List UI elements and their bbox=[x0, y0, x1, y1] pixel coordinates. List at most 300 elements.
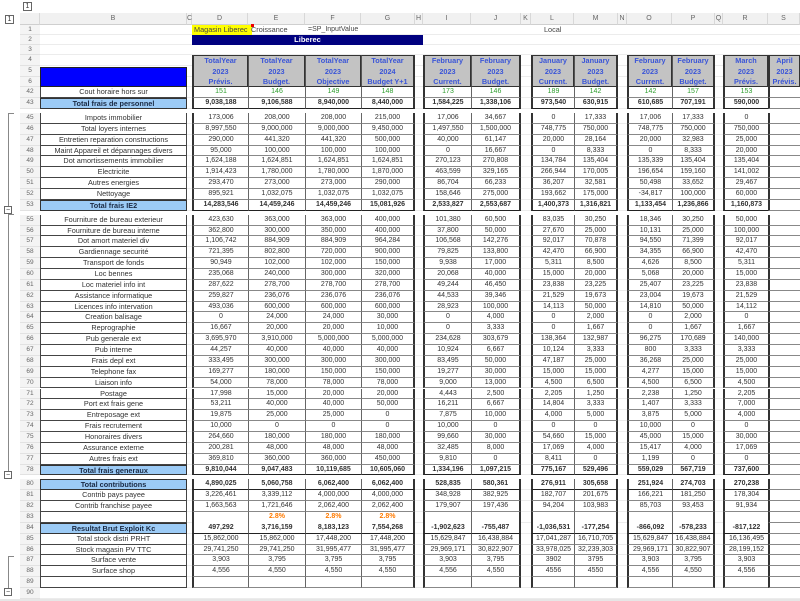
cell-f57[interactable]: 884,909 bbox=[305, 236, 361, 247]
cell-l48[interactable]: 0 bbox=[531, 146, 574, 157]
cell-f68[interactable]: 300,000 bbox=[305, 356, 361, 367]
cell-l81[interactable]: 182,707 bbox=[531, 490, 574, 501]
row-number[interactable]: 84 bbox=[20, 523, 40, 534]
cell-o49[interactable]: 135,339 bbox=[627, 156, 672, 167]
cell-i72[interactable]: 16,211 bbox=[423, 399, 471, 410]
cell-o81[interactable]: 166,221 bbox=[627, 490, 672, 501]
cell-i49[interactable]: 270,123 bbox=[423, 156, 471, 167]
cell-l69[interactable]: 15,000 bbox=[531, 367, 574, 378]
cell-p48[interactable]: 8,333 bbox=[672, 146, 715, 157]
cell-o74[interactable]: 10,000 bbox=[627, 421, 672, 432]
cell-m72[interactable]: 3,333 bbox=[574, 399, 618, 410]
cell-p74[interactable]: 0 bbox=[672, 421, 715, 432]
cell-o76[interactable]: 15,417 bbox=[627, 443, 672, 454]
cell-p58[interactable]: 66,900 bbox=[672, 247, 715, 258]
cell-i51[interactable]: 86,704 bbox=[423, 178, 471, 189]
cell-g61[interactable]: 278,700 bbox=[361, 280, 415, 291]
cell-i53[interactable]: 2,533,827 bbox=[423, 200, 471, 211]
cell-s50[interactable] bbox=[768, 167, 800, 178]
cell-p52[interactable]: 100,000 bbox=[672, 189, 715, 200]
cell-m42[interactable]: 142 bbox=[574, 87, 618, 98]
cell-g66[interactable]: 5,000,000 bbox=[361, 334, 415, 345]
cell-e47[interactable]: 441,320 bbox=[248, 135, 305, 146]
cell-l75[interactable]: 54,660 bbox=[531, 432, 574, 443]
cell-p62[interactable]: 19,673 bbox=[672, 291, 715, 302]
cell-i77[interactable]: 9,810 bbox=[423, 454, 471, 465]
cell-r89[interactable] bbox=[723, 577, 768, 588]
cell-o64[interactable]: 0 bbox=[627, 312, 672, 323]
collapse-group-button[interactable]: − bbox=[5, 472, 11, 479]
cell-g87[interactable]: 3,795 bbox=[361, 555, 415, 566]
cell-l58[interactable]: 42,470 bbox=[531, 247, 574, 258]
cell-s76[interactable] bbox=[768, 443, 800, 454]
cell-i65[interactable]: 0 bbox=[423, 323, 471, 334]
cell-g58[interactable]: 900,000 bbox=[361, 247, 415, 258]
cell-f45[interactable]: 208,000 bbox=[305, 113, 361, 124]
cell-j42[interactable]: 146 bbox=[471, 87, 521, 98]
cell-e86[interactable]: 29,741,250 bbox=[248, 545, 305, 556]
row-number[interactable]: 69 bbox=[20, 367, 40, 378]
cell-j85[interactable]: 16,438,884 bbox=[471, 534, 521, 545]
cell-p66[interactable]: 170,689 bbox=[672, 334, 715, 345]
row-number[interactable]: 61 bbox=[20, 280, 40, 291]
cell-l80[interactable]: 276,911 bbox=[531, 479, 574, 490]
cell-i62[interactable]: 44,533 bbox=[423, 291, 471, 302]
cell-l43[interactable]: 973,540 bbox=[531, 98, 574, 109]
cell-j58[interactable]: 133,800 bbox=[471, 247, 521, 258]
cell-f76[interactable]: 48,000 bbox=[305, 443, 361, 454]
cell-m75[interactable]: 15,000 bbox=[574, 432, 618, 443]
cell-d76[interactable]: 200,281 bbox=[192, 443, 248, 454]
row-number[interactable]: 5 bbox=[20, 66, 40, 77]
row-number[interactable]: 70 bbox=[20, 378, 40, 389]
cell-j53[interactable]: 2,553,687 bbox=[471, 200, 521, 211]
cell-m63[interactable]: 50,000 bbox=[574, 302, 618, 313]
cell-f89[interactable] bbox=[305, 577, 361, 588]
cell-d50[interactable]: 1,914,423 bbox=[192, 167, 248, 178]
cell-o59[interactable]: 4,626 bbox=[627, 258, 672, 269]
cell-g67[interactable]: 40,000 bbox=[361, 345, 415, 356]
cell-j82[interactable]: 197,436 bbox=[471, 501, 521, 512]
cell-d77[interactable]: 369,810 bbox=[192, 454, 248, 465]
cell-e62[interactable]: 236,076 bbox=[248, 291, 305, 302]
cell-i83[interactable] bbox=[423, 512, 471, 523]
cell-j57[interactable]: 142,276 bbox=[471, 236, 521, 247]
cell-m64[interactable]: 2,000 bbox=[574, 312, 618, 323]
cell-i71[interactable]: 4,443 bbox=[423, 389, 471, 400]
cell-s48[interactable] bbox=[768, 146, 800, 157]
cell-s86[interactable] bbox=[768, 545, 800, 556]
cell-g43[interactable]: 8,440,000 bbox=[361, 98, 415, 109]
cell-g88[interactable]: 4,550 bbox=[361, 566, 415, 577]
cell-s58[interactable] bbox=[768, 247, 800, 258]
cell-d46[interactable]: 8,997,550 bbox=[192, 124, 248, 135]
row-number[interactable]: 47 bbox=[20, 135, 40, 146]
cell-o52[interactable]: -34,817 bbox=[627, 189, 672, 200]
cell-j56[interactable]: 50,000 bbox=[471, 226, 521, 237]
cell-m61[interactable]: 23,225 bbox=[574, 280, 618, 291]
cell-e84[interactable]: 3,716,159 bbox=[248, 523, 305, 534]
cell-r51[interactable]: 29,467 bbox=[723, 178, 768, 189]
select-all-corner[interactable] bbox=[20, 13, 40, 25]
cell-f49[interactable]: 1,624,851 bbox=[305, 156, 361, 167]
cell-d65[interactable]: 16,667 bbox=[192, 323, 248, 334]
row-number[interactable]: 58 bbox=[20, 247, 40, 258]
cell-g48[interactable]: 100,000 bbox=[361, 146, 415, 157]
cell-g83[interactable]: 2.8% bbox=[361, 512, 415, 523]
cell-s47[interactable] bbox=[768, 135, 800, 146]
cell-s83[interactable] bbox=[768, 512, 800, 523]
cell-i68[interactable]: 83,495 bbox=[423, 356, 471, 367]
cell-j84[interactable]: -755,487 bbox=[471, 523, 521, 534]
cell-p56[interactable]: 25,000 bbox=[672, 226, 715, 237]
cell-s59[interactable] bbox=[768, 258, 800, 269]
cell-l51[interactable]: 36,207 bbox=[531, 178, 574, 189]
cell-r76[interactable]: 17,069 bbox=[723, 443, 768, 454]
cell-i73[interactable]: 7,875 bbox=[423, 410, 471, 421]
cell-o84[interactable]: -866,092 bbox=[627, 523, 672, 534]
cell-g42[interactable]: 148 bbox=[361, 87, 415, 98]
column-header-h[interactable]: H bbox=[415, 13, 423, 25]
cell-s42[interactable] bbox=[768, 87, 800, 98]
cell-o53[interactable]: 1,133,454 bbox=[627, 200, 672, 211]
cell-j63[interactable]: 100,000 bbox=[471, 302, 521, 313]
cell-o83[interactable] bbox=[627, 512, 672, 523]
cell-j65[interactable]: 3,333 bbox=[471, 323, 521, 334]
cell-p50[interactable]: 159,160 bbox=[672, 167, 715, 178]
cell-o67[interactable]: 800 bbox=[627, 345, 672, 356]
cell-m60[interactable]: 20,000 bbox=[574, 269, 618, 280]
cell-g62[interactable]: 236,076 bbox=[361, 291, 415, 302]
cell-j62[interactable]: 39,346 bbox=[471, 291, 521, 302]
cell-p45[interactable]: 17,333 bbox=[672, 113, 715, 124]
cell-j59[interactable]: 17,000 bbox=[471, 258, 521, 269]
cell-e76[interactable]: 48,000 bbox=[248, 443, 305, 454]
cell-s75[interactable] bbox=[768, 432, 800, 443]
row-number[interactable]: 53 bbox=[20, 200, 40, 211]
cell-j76[interactable]: 8,000 bbox=[471, 443, 521, 454]
cell-f47[interactable]: 441,320 bbox=[305, 135, 361, 146]
cell-g70[interactable]: 78,000 bbox=[361, 378, 415, 389]
cell-e71[interactable]: 15,000 bbox=[248, 389, 305, 400]
cell-j72[interactable]: 6,667 bbox=[471, 399, 521, 410]
cell-p80[interactable]: 274,703 bbox=[672, 479, 715, 490]
cell-j73[interactable]: 10,000 bbox=[471, 410, 521, 421]
cell-j78[interactable]: 1,097,215 bbox=[471, 465, 521, 476]
cell-d48[interactable]: 95,000 bbox=[192, 146, 248, 157]
cell-p65[interactable]: 1,667 bbox=[672, 323, 715, 334]
cell-m86[interactable]: 32,239,303 bbox=[574, 545, 618, 556]
column-header-b[interactable]: B bbox=[40, 13, 187, 25]
cell-s45[interactable] bbox=[768, 113, 800, 124]
cell-p83[interactable] bbox=[672, 512, 715, 523]
row-number[interactable]: 1 bbox=[20, 25, 40, 35]
cell-s66[interactable] bbox=[768, 334, 800, 345]
cell-r60[interactable]: 15,000 bbox=[723, 269, 768, 280]
cell-s85[interactable] bbox=[768, 534, 800, 545]
cell-j77[interactable]: 0 bbox=[471, 454, 521, 465]
cell-d42[interactable]: 151 bbox=[192, 87, 248, 98]
cell-r73[interactable]: 4,000 bbox=[723, 410, 768, 421]
cell-i82[interactable]: 179,907 bbox=[423, 501, 471, 512]
cell-s89[interactable] bbox=[768, 577, 800, 588]
cell-m47[interactable]: 28,164 bbox=[574, 135, 618, 146]
cell-l74[interactable]: 0 bbox=[531, 421, 574, 432]
row-number[interactable]: 71 bbox=[20, 389, 40, 400]
cell-s56[interactable] bbox=[768, 226, 800, 237]
cell-e67[interactable]: 40,000 bbox=[248, 345, 305, 356]
row-number[interactable]: 52 bbox=[20, 189, 40, 200]
row-number[interactable]: 75 bbox=[20, 432, 40, 443]
cell-o72[interactable]: 1,407 bbox=[627, 399, 672, 410]
cell-e70[interactable]: 78,000 bbox=[248, 378, 305, 389]
cell-f60[interactable]: 300,000 bbox=[305, 269, 361, 280]
cell-e58[interactable]: 802,800 bbox=[248, 247, 305, 258]
cell-p85[interactable]: 16,438,884 bbox=[672, 534, 715, 545]
cell-o71[interactable]: 2,238 bbox=[627, 389, 672, 400]
cell-d53[interactable]: 14,283,546 bbox=[192, 200, 248, 211]
cell-s81[interactable] bbox=[768, 490, 800, 501]
cell-p70[interactable]: 6,500 bbox=[672, 378, 715, 389]
cell-l78[interactable]: 775,167 bbox=[531, 465, 574, 476]
cell-j46[interactable]: 1,500,000 bbox=[471, 124, 521, 135]
cell-s77[interactable] bbox=[768, 454, 800, 465]
cell-p63[interactable]: 50,000 bbox=[672, 302, 715, 313]
cell-m77[interactable]: 0 bbox=[574, 454, 618, 465]
cell-m66[interactable]: 132,987 bbox=[574, 334, 618, 345]
cell-g82[interactable]: 2,062,400 bbox=[361, 501, 415, 512]
cell-r53[interactable]: 1,160,873 bbox=[723, 200, 768, 211]
cell-r57[interactable]: 92,017 bbox=[723, 236, 768, 247]
cell-m45[interactable]: 17,333 bbox=[574, 113, 618, 124]
cell-s43[interactable] bbox=[768, 98, 800, 109]
store-name-cell[interactable]: Magasin Liberec bbox=[192, 25, 252, 35]
cell-g49[interactable]: 1,624,851 bbox=[361, 156, 415, 167]
cell-o73[interactable]: 3,875 bbox=[627, 410, 672, 421]
cell-i56[interactable]: 37,800 bbox=[423, 226, 471, 237]
cell-f87[interactable]: 3,795 bbox=[305, 555, 361, 566]
cell-d45[interactable]: 173,006 bbox=[192, 113, 248, 124]
cell-p47[interactable]: 32,983 bbox=[672, 135, 715, 146]
cell-r72[interactable]: 7,000 bbox=[723, 399, 768, 410]
cell-j47[interactable]: 61,147 bbox=[471, 135, 521, 146]
cell-l87[interactable]: 3902 bbox=[531, 555, 574, 566]
row-number[interactable]: 6 bbox=[20, 77, 40, 88]
cell-g45[interactable]: 215,000 bbox=[361, 113, 415, 124]
cell-l57[interactable]: 92,017 bbox=[531, 236, 574, 247]
cell-l45[interactable]: 0 bbox=[531, 113, 574, 124]
cell-r75[interactable]: 30,000 bbox=[723, 432, 768, 443]
cell-r50[interactable]: 141,002 bbox=[723, 167, 768, 178]
cell-i63[interactable]: 28,923 bbox=[423, 302, 471, 313]
cell-f62[interactable]: 236,076 bbox=[305, 291, 361, 302]
cell-d75[interactable]: 264,660 bbox=[192, 432, 248, 443]
cell-f69[interactable]: 150,000 bbox=[305, 367, 361, 378]
cell-j68[interactable]: 50,000 bbox=[471, 356, 521, 367]
cell-g53[interactable]: 15,081,926 bbox=[361, 200, 415, 211]
cell-r59[interactable]: 5,311 bbox=[723, 258, 768, 269]
cell-e43[interactable]: 9,106,588 bbox=[248, 98, 305, 109]
cell-e75[interactable]: 180,000 bbox=[248, 432, 305, 443]
cell-p53[interactable]: 1,236,866 bbox=[672, 200, 715, 211]
row-number[interactable]: 73 bbox=[20, 410, 40, 421]
cell-p87[interactable]: 3,795 bbox=[672, 555, 715, 566]
cell-s65[interactable] bbox=[768, 323, 800, 334]
cell-f66[interactable]: 5,000,000 bbox=[305, 334, 361, 345]
cell-p55[interactable]: 30,250 bbox=[672, 215, 715, 226]
cell-l42[interactable]: 189 bbox=[531, 87, 574, 98]
cell-r58[interactable]: 42,470 bbox=[723, 247, 768, 258]
cell-m85[interactable]: 16,710,705 bbox=[574, 534, 618, 545]
cell-e55[interactable]: 363,000 bbox=[248, 215, 305, 226]
cell-s71[interactable] bbox=[768, 389, 800, 400]
cell-o61[interactable]: 25,407 bbox=[627, 280, 672, 291]
cell-m84[interactable]: -177,254 bbox=[574, 523, 618, 534]
cell-j51[interactable]: 66,233 bbox=[471, 178, 521, 189]
cell-j55[interactable]: 60,500 bbox=[471, 215, 521, 226]
column-header-g[interactable]: G bbox=[361, 13, 415, 25]
cell-m58[interactable]: 66,900 bbox=[574, 247, 618, 258]
column-header-l[interactable]: L bbox=[531, 13, 574, 25]
cell-s72[interactable] bbox=[768, 399, 800, 410]
cell-p86[interactable]: 30,822,907 bbox=[672, 545, 715, 556]
row-number[interactable]: 64 bbox=[20, 312, 40, 323]
cell-r43[interactable]: 590,000 bbox=[723, 98, 768, 109]
row-number[interactable]: 88 bbox=[20, 566, 40, 577]
cell-s63[interactable] bbox=[768, 302, 800, 313]
cell-l55[interactable]: 83,035 bbox=[531, 215, 574, 226]
cell-m82[interactable]: 103,983 bbox=[574, 501, 618, 512]
cell-g77[interactable]: 450,000 bbox=[361, 454, 415, 465]
cell-i48[interactable]: 0 bbox=[423, 146, 471, 157]
cell-j86[interactable]: 30,822,907 bbox=[471, 545, 521, 556]
row-number[interactable]: 67 bbox=[20, 345, 40, 356]
cell-r69[interactable]: 15,000 bbox=[723, 367, 768, 378]
cell-m43[interactable]: 630,915 bbox=[574, 98, 618, 109]
cell-g71[interactable]: 20,000 bbox=[361, 389, 415, 400]
cell-p84[interactable]: -578,233 bbox=[672, 523, 715, 534]
cell-j80[interactable]: 580,361 bbox=[471, 479, 521, 490]
cell-l88[interactable]: 4556 bbox=[531, 566, 574, 577]
cell-r85[interactable]: 16,136,495 bbox=[723, 534, 768, 545]
cell-g64[interactable]: 30,000 bbox=[361, 312, 415, 323]
cell-p43[interactable]: 707,191 bbox=[672, 98, 715, 109]
cell-o45[interactable]: 17,006 bbox=[627, 113, 672, 124]
formula-cell[interactable]: =SP_InputValue bbox=[308, 26, 359, 33]
cell-g72[interactable]: 50,000 bbox=[361, 399, 415, 410]
cell-d51[interactable]: 293,470 bbox=[192, 178, 248, 189]
cell-i64[interactable]: 0 bbox=[423, 312, 471, 323]
cell-m88[interactable]: 4550 bbox=[574, 566, 618, 577]
cell-d57[interactable]: 1,106,742 bbox=[192, 236, 248, 247]
cell-g46[interactable]: 9,450,000 bbox=[361, 124, 415, 135]
cell-s73[interactable] bbox=[768, 410, 800, 421]
row-number[interactable]: 59 bbox=[20, 258, 40, 269]
cell-f63[interactable]: 600,000 bbox=[305, 302, 361, 313]
cell-i69[interactable]: 19,277 bbox=[423, 367, 471, 378]
cell-e80[interactable]: 5,060,758 bbox=[248, 479, 305, 490]
cell-l89[interactable] bbox=[531, 577, 574, 588]
cell-i81[interactable]: 348,928 bbox=[423, 490, 471, 501]
row-number[interactable]: 68 bbox=[20, 356, 40, 367]
cell-j71[interactable]: 2,500 bbox=[471, 389, 521, 400]
cell-s55[interactable] bbox=[768, 215, 800, 226]
cell-p49[interactable]: 135,404 bbox=[672, 156, 715, 167]
cell-l50[interactable]: 266,944 bbox=[531, 167, 574, 178]
cell-g69[interactable]: 150,000 bbox=[361, 367, 415, 378]
cell-f80[interactable]: 6,062,400 bbox=[305, 479, 361, 490]
cell-e81[interactable]: 3,339,112 bbox=[248, 490, 305, 501]
cell-m49[interactable]: 135,404 bbox=[574, 156, 618, 167]
cell-o87[interactable]: 3,903 bbox=[627, 555, 672, 566]
cell-p75[interactable]: 15,000 bbox=[672, 432, 715, 443]
cell-j88[interactable]: 4,550 bbox=[471, 566, 521, 577]
cell-f43[interactable]: 8,940,000 bbox=[305, 98, 361, 109]
cell-r55[interactable]: 50,000 bbox=[723, 215, 768, 226]
cell-e51[interactable]: 273,000 bbox=[248, 178, 305, 189]
row-number[interactable]: 43 bbox=[20, 98, 40, 109]
cell-f64[interactable]: 24,000 bbox=[305, 312, 361, 323]
cell-s82[interactable] bbox=[768, 501, 800, 512]
cell-p57[interactable]: 71,399 bbox=[672, 236, 715, 247]
cell-i60[interactable]: 20,068 bbox=[423, 269, 471, 280]
cell-p68[interactable]: 25,000 bbox=[672, 356, 715, 367]
cell-i46[interactable]: 1,497,550 bbox=[423, 124, 471, 135]
cell-o62[interactable]: 23,004 bbox=[627, 291, 672, 302]
cell-s60[interactable] bbox=[768, 269, 800, 280]
cell-d60[interactable]: 235,068 bbox=[192, 269, 248, 280]
cell-p46[interactable]: 750,000 bbox=[672, 124, 715, 135]
cell-d52[interactable]: 895,921 bbox=[192, 189, 248, 200]
cell-l46[interactable]: 748,775 bbox=[531, 124, 574, 135]
cell-e48[interactable]: 100,000 bbox=[248, 146, 305, 157]
cell-d85[interactable]: 15,862,000 bbox=[192, 534, 248, 545]
cell-p81[interactable]: 181,250 bbox=[672, 490, 715, 501]
cell-j75[interactable]: 30,000 bbox=[471, 432, 521, 443]
cell-l60[interactable]: 15,000 bbox=[531, 269, 574, 280]
cell-j69[interactable]: 30,000 bbox=[471, 367, 521, 378]
cell-d61[interactable]: 287,622 bbox=[192, 280, 248, 291]
cell-e74[interactable]: 0 bbox=[248, 421, 305, 432]
cell-l86[interactable]: 33,978,025 bbox=[531, 545, 574, 556]
cell-r86[interactable]: 28,199,152 bbox=[723, 545, 768, 556]
cell-l62[interactable]: 21,529 bbox=[531, 291, 574, 302]
cell-r61[interactable]: 23,838 bbox=[723, 280, 768, 291]
cell-r46[interactable]: 750,000 bbox=[723, 124, 768, 135]
row-number[interactable]: 66 bbox=[20, 334, 40, 345]
column-header-e[interactable]: E bbox=[248, 13, 305, 25]
cell-f85[interactable]: 17,448,200 bbox=[305, 534, 361, 545]
cell-m70[interactable]: 6,500 bbox=[574, 378, 618, 389]
cell-i70[interactable]: 9,000 bbox=[423, 378, 471, 389]
cell-p89[interactable] bbox=[672, 577, 715, 588]
cell-d69[interactable]: 169,277 bbox=[192, 367, 248, 378]
cell-p78[interactable]: 567,719 bbox=[672, 465, 715, 476]
cell-g76[interactable]: 48,000 bbox=[361, 443, 415, 454]
cell-r81[interactable]: 178,304 bbox=[723, 490, 768, 501]
row-number[interactable]: 55 bbox=[20, 215, 40, 226]
cell-l84[interactable]: -1,036,531 bbox=[531, 523, 574, 534]
column-header-d[interactable]: D bbox=[192, 13, 248, 25]
cell-r65[interactable]: 1,667 bbox=[723, 323, 768, 334]
cell-l61[interactable]: 23,838 bbox=[531, 280, 574, 291]
cell-s61[interactable] bbox=[768, 280, 800, 291]
cell-i58[interactable]: 79,825 bbox=[423, 247, 471, 258]
cell-e45[interactable]: 208,000 bbox=[248, 113, 305, 124]
cell-j50[interactable]: 329,165 bbox=[471, 167, 521, 178]
cell-i80[interactable]: 528,835 bbox=[423, 479, 471, 490]
cell-j43[interactable]: 1,338,106 bbox=[471, 98, 521, 109]
